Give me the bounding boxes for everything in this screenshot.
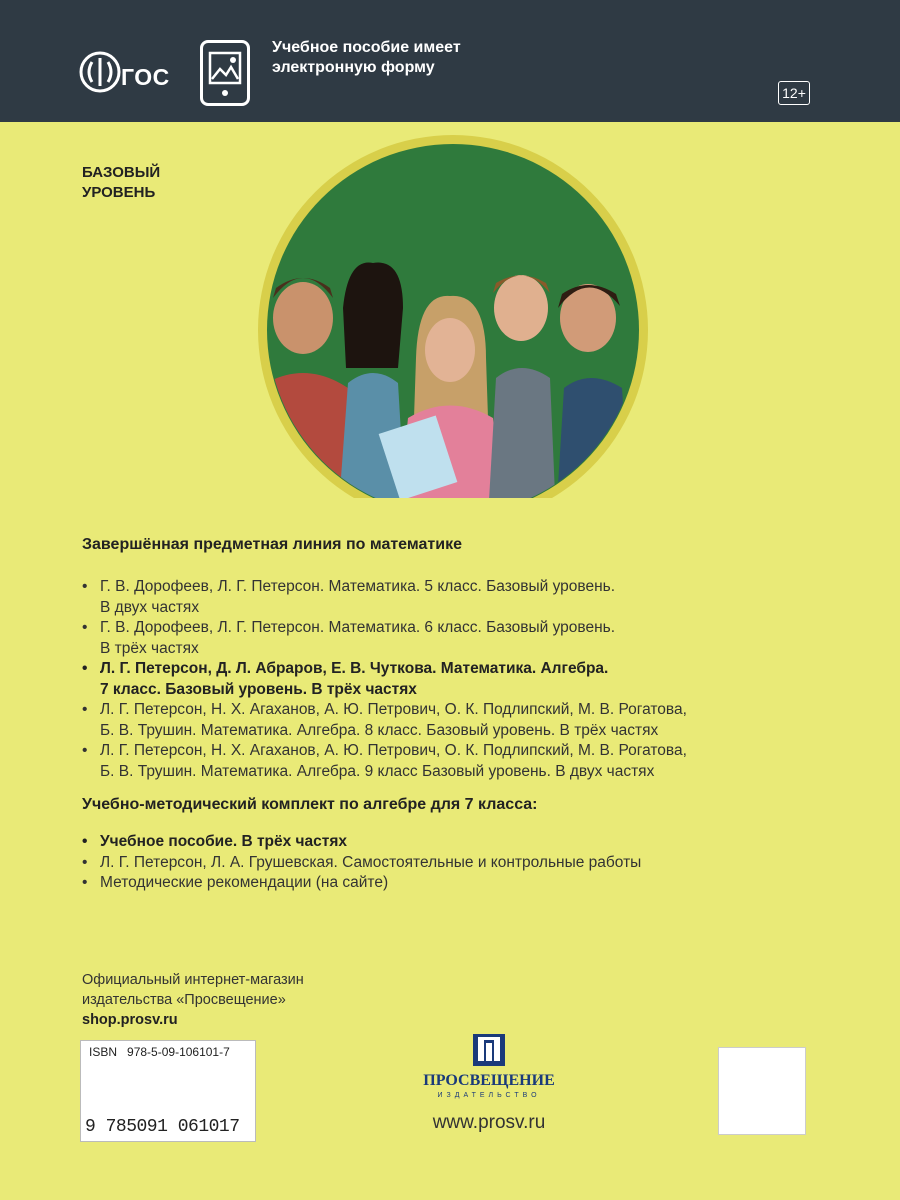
list-item-text: Учебное пособие. В трёх частях (100, 833, 348, 850)
list-item-line1: Л. Г. Петерсон, Д. Л. Абраров, Е. В. Чуткова. Математика. Алгебра. (100, 660, 609, 677)
list-item (82, 700, 842, 741)
qr-code (718, 1047, 806, 1135)
shop-info (82, 970, 304, 1030)
publisher-subtitle: ИЗДАТЕЛЬСТВО (437, 1092, 541, 1099)
fgos-logo-text: ГОС (121, 64, 170, 90)
list-item-highlighted (82, 659, 842, 700)
list-item-line1: Л. Г. Петерсон, Н. Х. Агаханов, А. Ю. Петрович, О. К. Подлипский, М. В. Рогатова, (100, 701, 687, 718)
list-item (82, 853, 842, 874)
level-label-line1: БАЗОВЫЙ (82, 164, 161, 181)
shop-line1: Официальный интернет-магазин (82, 972, 304, 988)
list-item-line2: Б. В. Трушин. Математика. Алгебра. 9 класс Базовый уровень. В двух частях (100, 762, 655, 780)
list-item-line1: Л. Г. Петерсон, Н. Х. Агаханов, А. Ю. Петрович, О. К. Подлипский, М. В. Рогатова, (100, 742, 687, 759)
bullet-icon: • (82, 578, 88, 595)
isbn-label: ISBN (89, 1045, 118, 1059)
line-section-list (82, 577, 842, 782)
list-item-highlighted (82, 832, 842, 853)
bullet-icon: • (82, 742, 88, 759)
isbn-number: 978-5-09-106101-7 (127, 1045, 230, 1059)
list-item-line2: 7 класс. Базовый уровень. В трёх частях (100, 680, 417, 698)
isbn-barcode (80, 1040, 256, 1142)
bullet-icon: • (82, 701, 88, 718)
level-label-line2: УРОВЕНЬ (82, 184, 156, 201)
electronic-form-notice: Учебное пособие имеет электронную форму (272, 39, 461, 76)
list-item-line1: Г. В. Дорофеев, Л. Г. Петерсон. Математика. 6 класс. Базовый уровень. (100, 619, 616, 636)
barcode-bars-icon (95, 1063, 245, 1117)
level-label (82, 163, 160, 203)
tablet-icon (200, 40, 250, 106)
qr-code-icon (723, 1052, 801, 1130)
age-rating-badge: 12+ (778, 81, 810, 105)
bullet-icon: • (82, 874, 88, 891)
line-section-title: Завершённая предметная линия по математике (82, 536, 462, 553)
shop-line2: издательства «Просвещение» (82, 992, 286, 1008)
cover-illustration (238, 118, 668, 498)
shop-url-link[interactable]: shop.prosv.ru (82, 1012, 178, 1028)
bullet-icon: • (82, 660, 88, 677)
publisher-logo-icon (472, 1033, 506, 1067)
bullet-icon: • (82, 853, 88, 871)
isbn-line (89, 1045, 230, 1059)
list-item (82, 618, 842, 659)
list-item (82, 577, 842, 618)
list-item-text: Л. Г. Петерсон, Л. А. Грушевская. Самостоятельные и контрольные работы (100, 853, 642, 871)
publisher-name: ПРОСВЕЩЕНИЕ (423, 1072, 555, 1089)
list-item-line2: Б. В. Трушин. Математика. Алгебра. 8 класс. Базовый уровень. В трёх частях (100, 721, 659, 739)
barcode-digits: 9 785091 061017 (85, 1117, 240, 1137)
list-item-text: Методические рекомендации (на сайте) (100, 874, 389, 891)
kit-section-title: Учебно-методический комплект по алгебре для 7 класса: (82, 796, 538, 813)
list-item (82, 873, 842, 894)
list-item-line1: Г. В. Дорофеев, Л. Г. Петерсон. Математика. 5 класс. Базовый уровень. (100, 578, 616, 595)
kit-section-list (82, 832, 842, 894)
publisher-site-link[interactable]: www.prosv.ru (432, 1112, 546, 1133)
list-item-line2: В двух частях (100, 598, 200, 616)
list-item (82, 741, 842, 782)
bullet-icon: • (82, 833, 88, 850)
bullet-icon: • (82, 619, 88, 636)
list-item-line2: В трёх частях (100, 639, 199, 657)
